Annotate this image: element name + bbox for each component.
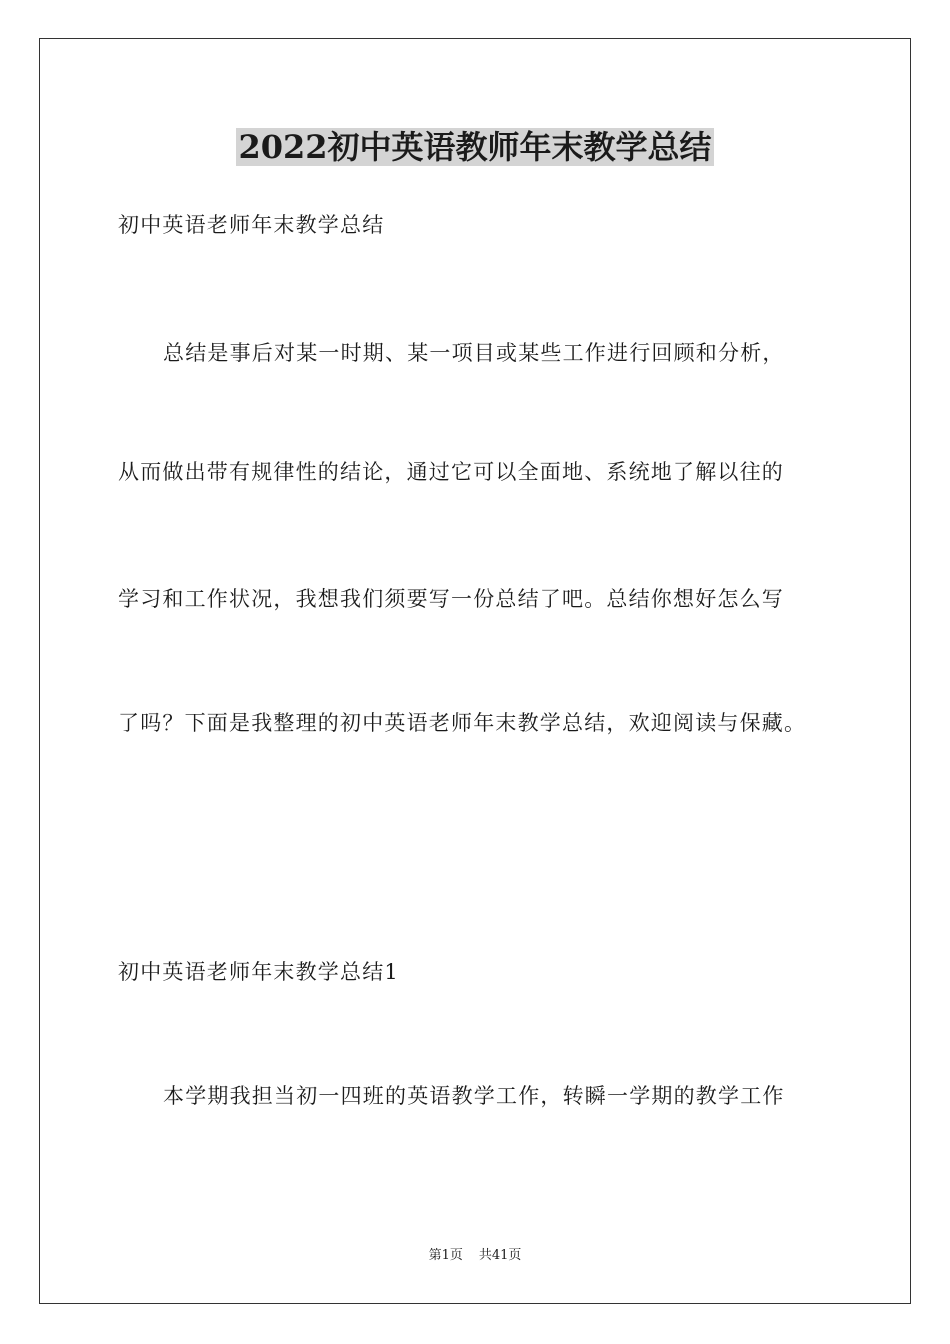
page-number: 第1页: [428, 1248, 463, 1263]
document-title: [0, 126, 950, 168]
paragraph-line-2: 从而做出带有规律性的结论，通过它可以全面地、系统地了解以往的: [118, 460, 784, 484]
page-total: 共41页: [478, 1248, 522, 1263]
document-subtitle: 初中英语老师年末教学总结: [118, 213, 385, 237]
paragraph-line-3: 学习和工作状况，我想我们须要写一份总结了吧。总结你想好怎么写: [118, 587, 784, 611]
paragraph-line-1: 总结是事后对某一时期、某一项目或某些工作进行回顾和分析，: [163, 341, 785, 365]
document-title-text: 2022初中英语教师年末教学总结: [238, 128, 712, 166]
page-footer: [0, 1246, 950, 1266]
section-first-line: 本学期我担当初一四班的英语教学工作，转瞬一学期的教学工作: [163, 1084, 785, 1108]
paragraph-line-4: 了吗？下面是我整理的初中英语老师年末教学总结，欢迎阅读与保藏。: [118, 711, 807, 735]
section-heading: 初中英语老师年末教学总结1: [118, 960, 399, 984]
